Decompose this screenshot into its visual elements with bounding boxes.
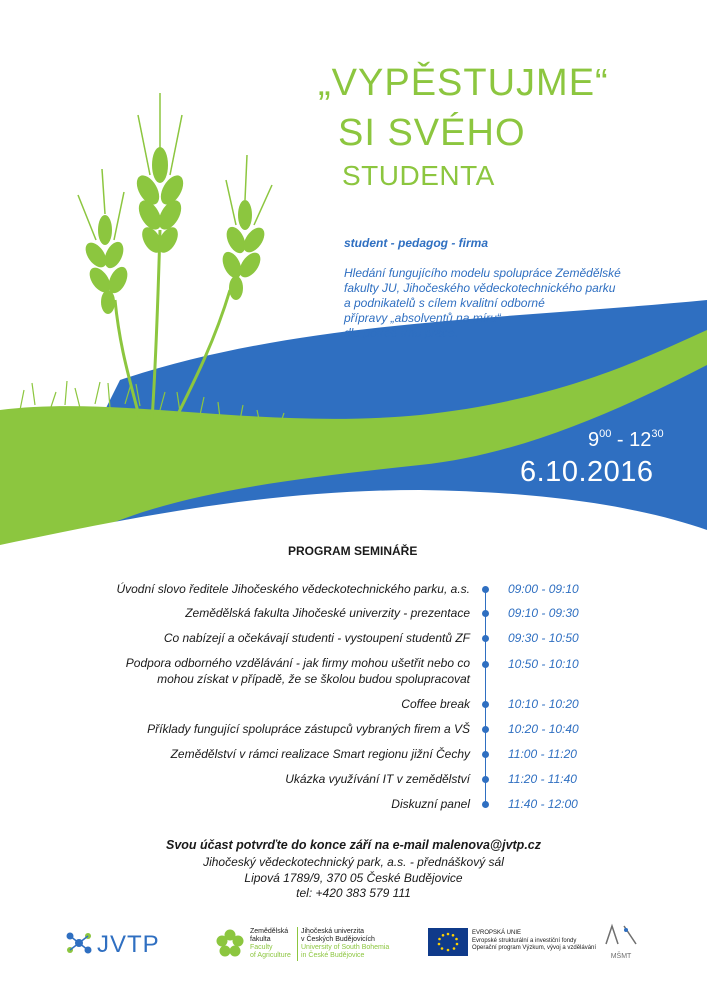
description-line: fakulty JU, Jihočeského vědeckotechnického parku: [344, 281, 616, 295]
clover-icon: [214, 928, 246, 960]
ministry-logo: [596, 922, 646, 962]
timeline-dot: [482, 751, 489, 758]
msmt-emblem-icon: [596, 922, 646, 948]
eu-flag: [428, 928, 468, 956]
timeline-dot: [482, 776, 489, 783]
program-item-text: Coffee break: [401, 697, 470, 711]
title-line-2: SI SVÉHO: [338, 112, 526, 154]
eu-funding-text: EVROPSKÁ UNIE Evropské strukturální a investiční fondy Operační program Výzkum, vývoj a vzdělávání: [472, 930, 597, 951]
timeline-dot: [482, 701, 489, 708]
description-line: přípravy „absolventů na míru“: [344, 311, 501, 325]
program-item-text: Diskuzní panel: [391, 797, 470, 811]
program-heading: PROGRAM SEMINÁŘE: [288, 544, 418, 558]
timeline-dot: [482, 635, 489, 642]
timeline-dot: [482, 661, 489, 668]
description-line: Hledání fungujícího modelu spolupráce Zemědělské: [344, 266, 621, 280]
timeline-dot: [482, 801, 489, 808]
jvtp-icon: [64, 928, 94, 958]
program-item-text-cont: mohou získat v případě, že se školou budou spolupracovat: [157, 672, 470, 686]
address-line: Lipová 1789/9, 370 05 České Budějovice: [244, 871, 463, 885]
program-item-text: Co nabízejí a očekávají studenti - vystoupení studentů ZF: [163, 631, 470, 645]
faculty-name-cz: Zemědělská fakulta: [250, 928, 289, 943]
program-item-time: 10:50 - 10:10: [508, 657, 579, 671]
venue-line: Jihočeský vědeckotechnický park, a.s. - přednáškový sál: [203, 855, 504, 869]
tagline: student - pedagog - firma: [344, 236, 488, 250]
program-item-text: Zemědělství v rámci realizace Smart regionu jižní Čechy: [170, 747, 470, 761]
program-item-time: 11:00 - 11:20: [508, 747, 577, 761]
university-name-en: University of South Bohemia in České Budějovice: [301, 944, 390, 959]
program-item-time: 11:20 - 11:40: [508, 772, 577, 786]
jvtp-wordmark: JVTP: [97, 931, 160, 958]
program-item-time: 09:30 - 10:50: [508, 631, 579, 645]
timeline-dot: [482, 610, 489, 617]
program-item-time: 09:00 - 09:10: [508, 582, 579, 596]
rsvp-line: Svou účast potvrďte do konce září na e-mail malenova@jvtp.cz: [165, 838, 541, 852]
phone-line: tel: +420 383 579 111: [296, 886, 411, 900]
title-line-1: „VYPĚSTUJME“: [318, 62, 609, 104]
university-name-cz: Jihočeská univerzita v Českých Budějovicích: [301, 928, 375, 943]
description-line: dle potřeb trhu práce.: [344, 326, 459, 340]
title-line-3: STUDENTA: [342, 160, 495, 191]
event-date: 6.10.2016: [520, 456, 654, 488]
jvtp-logo: [64, 928, 160, 960]
program-item-time: 10:20 - 10:40: [508, 722, 579, 736]
msmt-label: MŠMT: [610, 953, 632, 960]
program-item-text: Ukázka využívání IT v zemědělství: [285, 772, 470, 786]
event-time: $9^{00} - 12^{30}$: [588, 428, 664, 451]
program-item-text: Úvodní slovo ředitele Jihočeského vědeckotechnického parku, a.s.: [116, 582, 470, 596]
wheat-ears: [81, 147, 268, 314]
program-item-time: 10:10 - 10:20: [508, 697, 579, 711]
eu-stars-icon: [428, 928, 468, 956]
program-item-text: Příklady fungující spolupráce zástupců vybraných firem a VŠ: [147, 722, 470, 736]
faculty-name-en: Faculty of Agriculture: [250, 944, 291, 959]
agriculture-faculty-logo: [214, 928, 246, 960]
program-item-time: 09:10 - 09:30: [508, 606, 579, 620]
timeline-dot: [482, 726, 489, 733]
timeline-dot: [482, 586, 489, 593]
program-item-text: Zemědělská fakulta Jihočeské univerzity - prezentace: [185, 606, 470, 620]
description-line: a podnikatelů s cílem kvalitní odborné: [344, 296, 545, 310]
logo-divider: [297, 927, 298, 961]
program-item-time: 11:40 - 12:00: [508, 797, 578, 811]
program-item-text: Podpora odborného vzdělávání - jak firmy mohou ušetřit nebo co: [125, 656, 470, 670]
timeline-line: [485, 587, 486, 807]
